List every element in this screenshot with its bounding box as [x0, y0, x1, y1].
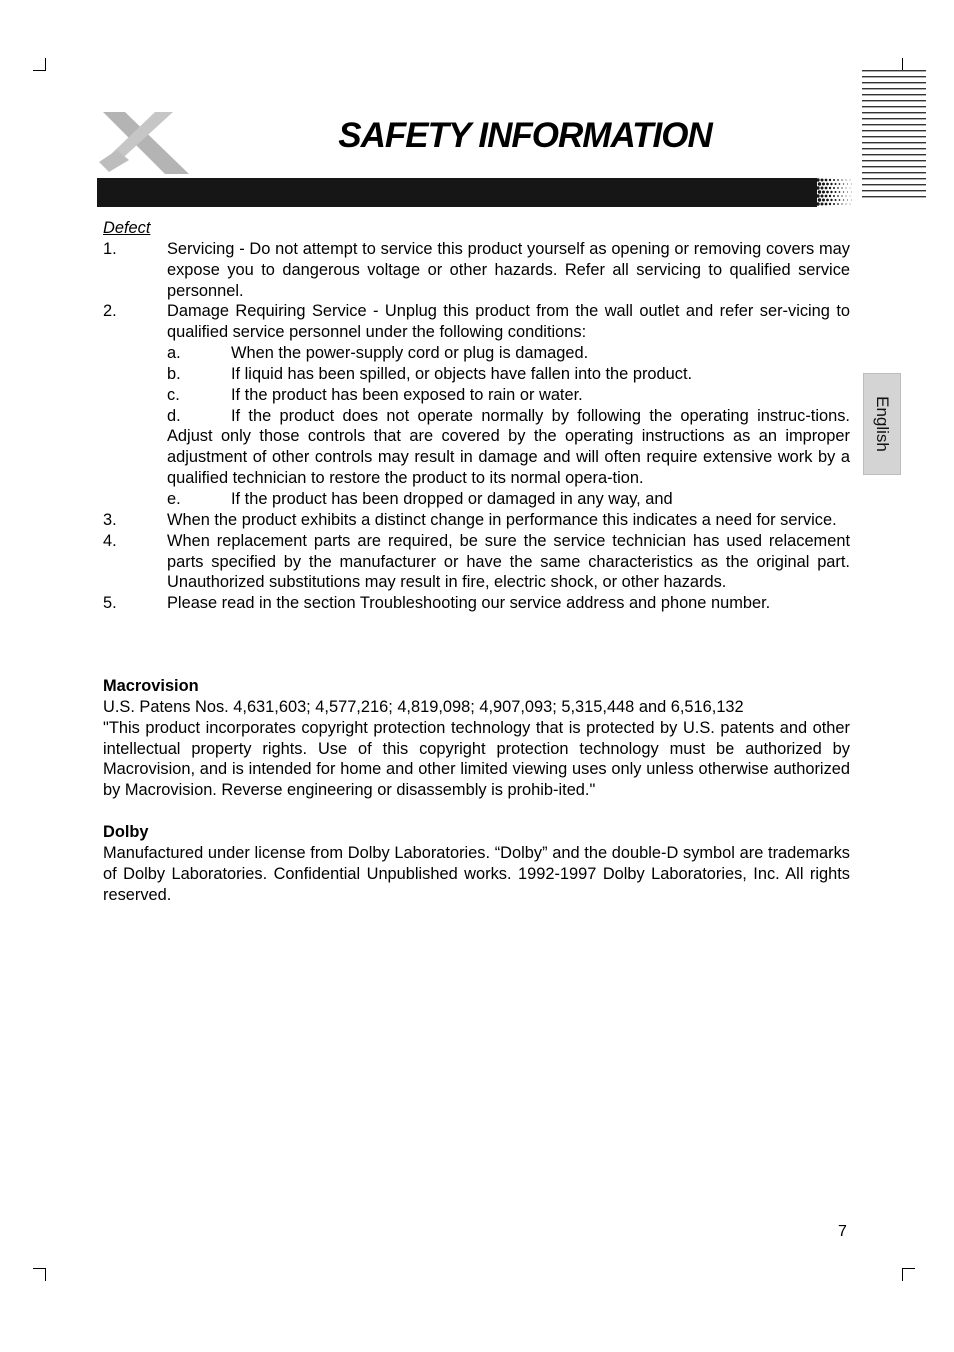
language-tab-label: English: [873, 396, 892, 452]
list-item-number: 5.: [103, 594, 117, 613]
macrovision-heading: Macrovision: [103, 677, 199, 696]
list-item: [103, 301, 850, 343]
macrovision-text: "This product incorporates copyright protection technology that is protected by U.S. patents and other intellectual property rights. Use of this copyright protection technology must be authorized by Macrovision, and is intended for home and other limited viewing uses only unless otherwise authorized by Macrovision. Reverse engineering or disassembly is prohib-ited.": [103, 718, 850, 800]
sub-list-item: [167, 364, 850, 385]
list-item-text: When the product exhibits a distinct change in performance this indicates a need for service.: [167, 510, 837, 529]
sub-list-item-letter: d.: [167, 406, 181, 425]
sub-list-item-letter: a.: [167, 344, 181, 363]
list-item-text: When replacement parts are required, be sure the service technician has used relacement parts specified by the manufacturer or have the same characteristics as the original part. Unauthorized substitutions may result in fire, electric shock, or other hazards.: [167, 531, 850, 592]
list-item-number: 2.: [103, 302, 117, 321]
sub-list-item-text: If liquid has been spilled, or objects have fallen into the product.: [231, 364, 693, 383]
dolby-heading: Dolby: [103, 823, 149, 842]
list-item: [103, 531, 850, 594]
section-spacer: [103, 801, 850, 822]
list-item: [103, 239, 850, 302]
list-item-number: 4.: [103, 531, 117, 550]
sub-list-item-letter: e.: [167, 489, 181, 508]
sub-list-item-text: If the product does not operate normally by following the operating instruc-tions. Adjust only those controls that are covered by the operating instructions as an improper adjustment of other controls may result in damage and will often require extensive work by a qualified technician to restore the product to its normal opera-tion.: [167, 406, 850, 488]
list-item-number: 3.: [103, 510, 117, 529]
brand-x-logo-icon: [95, 110, 195, 176]
page-number: 7: [838, 1223, 847, 1240]
sub-list-item: [167, 385, 850, 406]
list-item-text: Servicing - Do not attempt to service this product yourself as opening or removing covers may expose you to dangerous voltage or other hazards. Refer all servicing to qualified service personnel.: [167, 239, 850, 300]
sub-list-item-text: When the power-supply cord or plug is damaged.: [231, 344, 589, 363]
language-tab[interactable]: [863, 373, 901, 475]
sub-list-item-letter: c.: [167, 385, 180, 404]
sub-list-item: [167, 489, 850, 510]
sub-list-item-text: If the product has been dropped or damaged in any way, and: [231, 489, 673, 508]
sub-list-item-text: If the product has been exposed to rain or water.: [231, 385, 583, 404]
macrovision-patents: U.S. Patens Nos. 4,631,603; 4,577,216; 4,819,098; 4,907,093; 5,315,448 and 6,516,132: [103, 697, 744, 716]
list-item: [103, 510, 850, 531]
page-title: SAFETY INFORMATION: [338, 116, 712, 155]
list-item-text: Please read in the section Troubleshooting our service address and phone number.: [167, 594, 771, 613]
dolby-text: Manufactured under license from Dolby Laboratories. “Dolby” and the double-D symbol are trademarks of Dolby Laboratories. Confidential Unpublished works. 1992-1997 Dolby Laboratories, Inc. All rights reserved.: [103, 843, 850, 904]
sub-list-item: [167, 343, 850, 364]
crop-mark-bottom-right: [902, 1268, 915, 1281]
defect-heading: Defect: [103, 219, 151, 237]
list-item: [103, 593, 850, 614]
crop-mark-bottom-left: [33, 1268, 46, 1281]
sub-list-item-letter: b.: [167, 364, 181, 383]
document-body: [103, 218, 850, 905]
list-item-number: 1.: [103, 239, 117, 258]
list-item-text: Damage Requiring Service - Unplug this product from the wall outlet and refer ser-vicing to qualified service personnel under the following conditions:: [167, 302, 850, 342]
header-bar: [97, 178, 817, 207]
decorative-stripes: [862, 70, 926, 200]
crop-mark-top-left: [33, 58, 46, 71]
section-spacer: [103, 614, 850, 676]
sub-list-item: [167, 406, 850, 489]
header-bar-dot-fade: [816, 178, 852, 207]
